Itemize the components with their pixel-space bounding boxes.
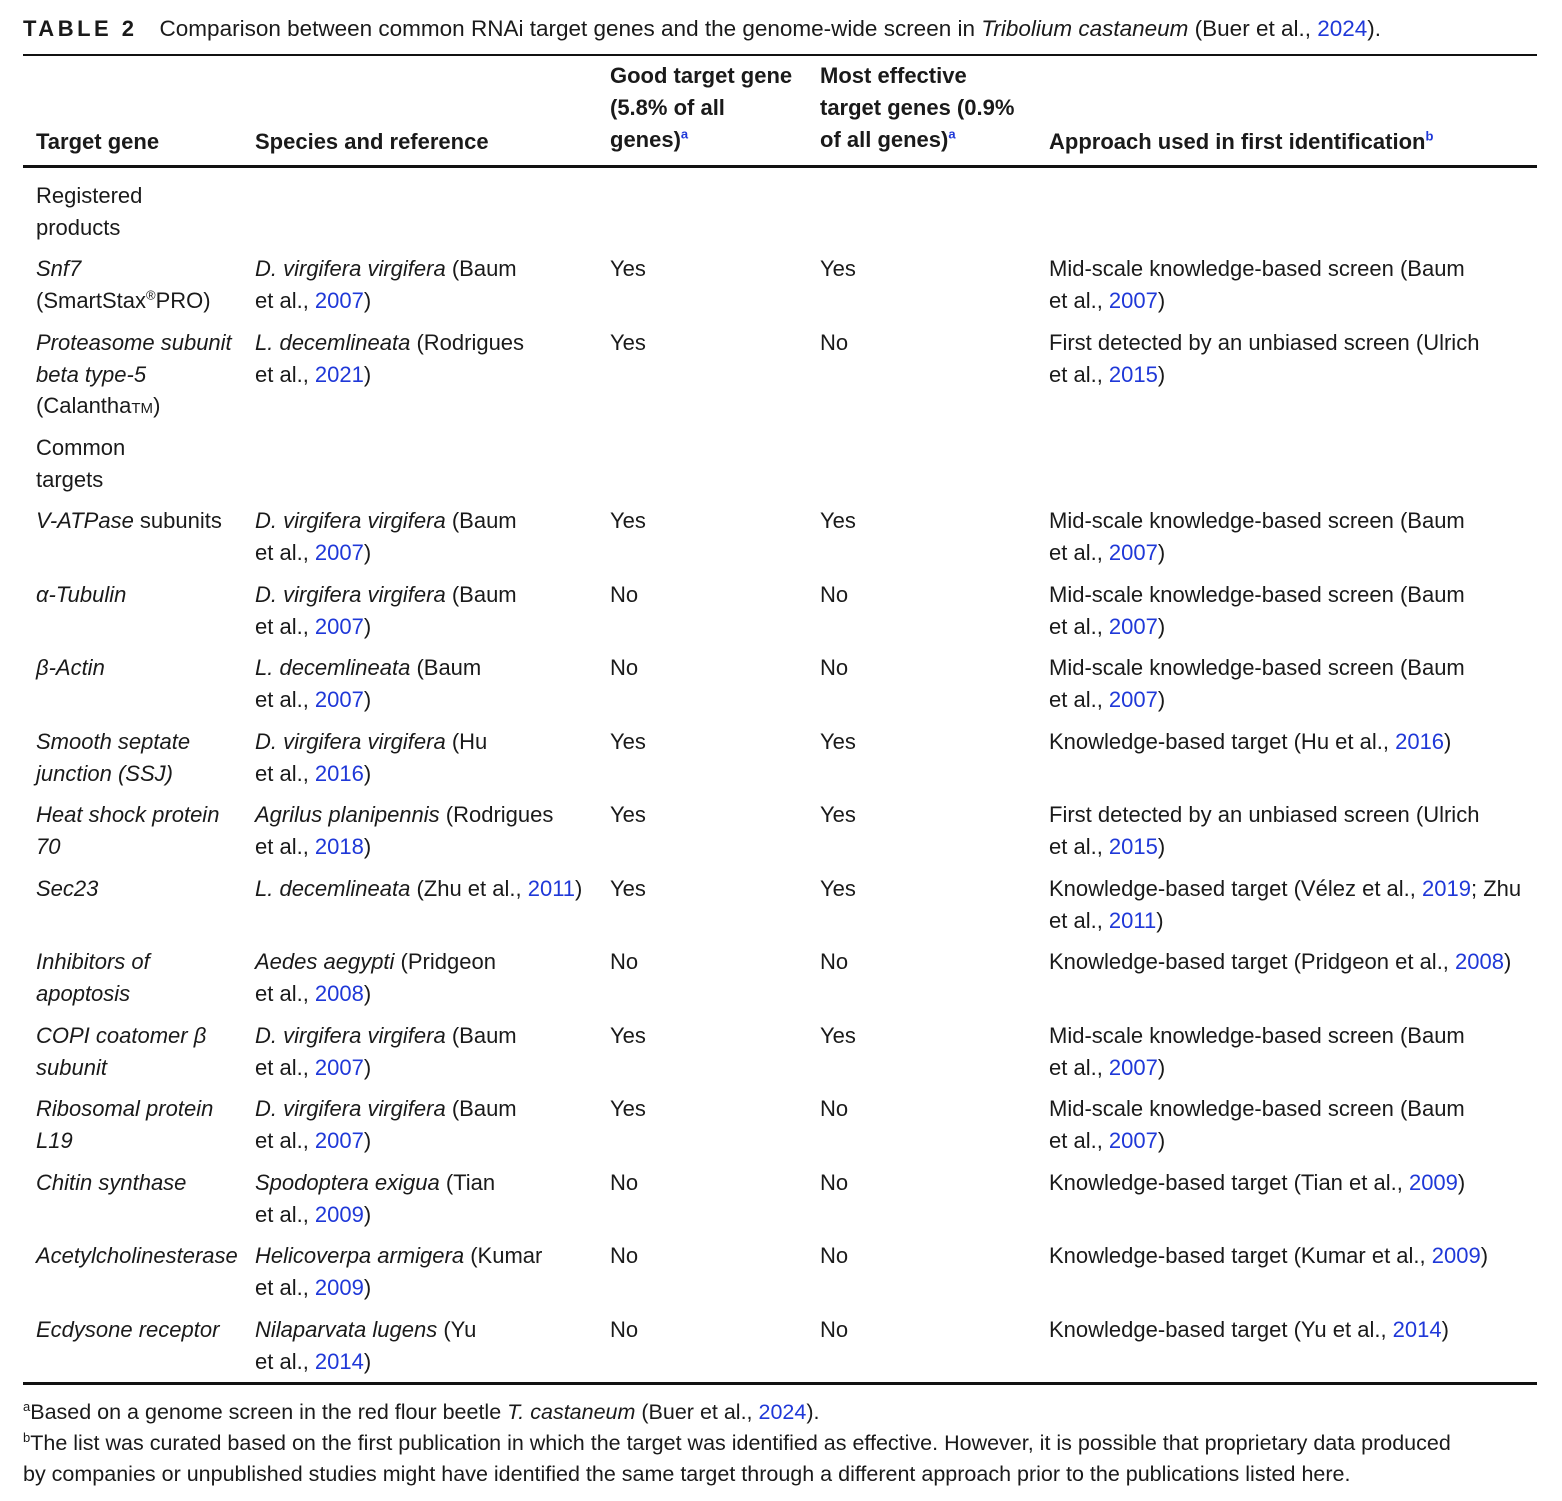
reference-year-link[interactable]: 2014 xyxy=(314,1348,364,1374)
approach-etal: et al., xyxy=(1049,539,1109,565)
approach-text: First detected by an unbiased screen (Ulrich xyxy=(1049,330,1480,355)
most-effective-value: Yes xyxy=(820,729,856,754)
good-target-value: Yes xyxy=(610,1096,646,1121)
approach-year-link[interactable]: 2008 xyxy=(1455,949,1504,974)
header-most-effective-line2: target genes (0.9% xyxy=(820,95,1015,120)
approach-etal: et al., xyxy=(1049,907,1109,933)
approach-etal: et al., xyxy=(1049,361,1109,387)
table-row-species xyxy=(255,253,600,316)
approach-close: ) xyxy=(1480,1243,1489,1268)
approach-etal: et al., xyxy=(1049,686,1109,712)
good-target-value: Yes xyxy=(610,802,646,827)
header-most-effective-line3: of all genes) xyxy=(820,127,949,152)
species-name: L. decemlineata xyxy=(255,330,411,355)
table-row-species xyxy=(255,652,600,715)
approach-text: Knowledge-based target (Yu et al., xyxy=(1049,1317,1393,1342)
approach-text-2: ; Zhu xyxy=(1470,876,1522,901)
approach-etal: et al., xyxy=(1049,613,1109,639)
table-row-gene xyxy=(36,873,246,905)
gene-name-line2: junction (SSJ) xyxy=(36,760,173,786)
reference-author: (Rodrigues xyxy=(410,330,525,355)
footnote-a-link[interactable]: a xyxy=(948,126,956,142)
trademark-mark: TM xyxy=(131,400,154,417)
table-row-species xyxy=(255,1093,600,1156)
approach-year-link[interactable]: 2007 xyxy=(1108,613,1158,639)
caption-text-3: ). xyxy=(1367,16,1382,41)
species-name: Spodoptera exigua xyxy=(255,1170,440,1195)
approach-close: ) xyxy=(1157,686,1166,712)
good-target-value: No xyxy=(610,949,639,974)
gene-name: COPI coatomer β xyxy=(36,1023,207,1048)
reference-year-link[interactable]: 2008 xyxy=(314,980,364,1006)
approach-value xyxy=(1049,1020,1537,1083)
reference-etal: et al., xyxy=(255,1054,315,1080)
approach-close: ) xyxy=(1444,729,1452,754)
reference-author: (Baum xyxy=(445,508,517,533)
species-name: D. virgifera virgifera xyxy=(255,582,446,607)
species-name: L. decemlineata xyxy=(255,876,411,901)
reference-etal: et al., xyxy=(255,361,315,387)
reference-close: ) xyxy=(363,760,372,786)
footnote-b xyxy=(23,1428,1537,1490)
section-heading-line: products xyxy=(36,214,121,240)
most-effective-value: No xyxy=(820,582,849,607)
table-row-gene xyxy=(36,327,246,425)
reference-etal: et al., xyxy=(255,833,315,859)
good-target-value: No xyxy=(610,1243,639,1268)
approach-year-link[interactable]: 2007 xyxy=(1108,1127,1158,1153)
reference-etal: et al., xyxy=(255,980,315,1006)
approach-value xyxy=(1049,946,1537,978)
reference-year-link[interactable]: 2011 xyxy=(527,876,576,901)
caption-text-2: (Buer et al., xyxy=(1188,16,1318,41)
approach-text: Mid-scale knowledge-based screen (Baum xyxy=(1049,1023,1465,1048)
caption-citation-link[interactable]: 2024 xyxy=(1317,16,1368,41)
approach-close: ) xyxy=(1157,287,1166,313)
header-good-target-line1: Good target gene xyxy=(610,63,793,88)
reference-close: ) xyxy=(363,1274,372,1300)
approach-close: ) xyxy=(1156,907,1164,933)
good-target-value: Yes xyxy=(610,256,646,281)
gene-product: (SmartStax xyxy=(36,287,147,313)
gene-name: Proteasome subunit xyxy=(36,330,232,355)
approach-year-link[interactable]: 2011 xyxy=(1108,907,1157,933)
reference-year-link[interactable]: 2007 xyxy=(314,686,364,712)
header-most-effective xyxy=(820,60,1014,156)
reference-author: (Kumar xyxy=(464,1243,543,1268)
approach-etal: et al., xyxy=(1049,1054,1109,1080)
approach-text: Mid-scale knowledge-based screen (Baum xyxy=(1049,508,1465,533)
reference-close: ) xyxy=(363,686,372,712)
registered-mark: ® xyxy=(146,287,156,303)
section-heading-line: Common xyxy=(36,435,126,460)
approach-value xyxy=(1049,1240,1537,1272)
bottom-rule xyxy=(23,1382,1537,1385)
species-name: Agrilus planipennis xyxy=(255,802,440,827)
approach-close: ) xyxy=(1441,1317,1449,1342)
header-approach-text: Approach used in first identification xyxy=(1049,129,1426,154)
species-name: D. virgifera virgifera xyxy=(255,1023,446,1048)
most-effective-value: No xyxy=(820,655,849,680)
approach-close: ) xyxy=(1157,1054,1166,1080)
header-good-target xyxy=(610,60,792,156)
header-good-target-line3: genes) xyxy=(610,127,681,152)
table-row-species xyxy=(255,327,600,390)
reference-close: ) xyxy=(575,876,583,901)
gene-name: Ribosomal protein xyxy=(36,1096,214,1121)
table-row-gene xyxy=(36,946,246,1009)
most-effective-value: Yes xyxy=(820,802,856,827)
caption-text: Comparison between common RNAi target genes and the genome-wide screen in xyxy=(159,16,982,41)
approach-year-link[interactable]: 2007 xyxy=(1108,539,1158,565)
footnote-text-3: ). xyxy=(806,1400,820,1424)
gene-name-line2: apoptosis xyxy=(36,980,131,1006)
reference-author: (Baum xyxy=(445,582,517,607)
most-effective-value: Yes xyxy=(820,508,856,533)
approach-value xyxy=(1049,652,1537,715)
approach-close: ) xyxy=(1157,613,1166,639)
footnote-mark: b xyxy=(23,1429,31,1445)
most-effective-value: Yes xyxy=(820,876,856,901)
most-effective-value: No xyxy=(820,1096,849,1121)
reference-year-link[interactable]: 2007 xyxy=(314,539,364,565)
species-name: D. virgifera virgifera xyxy=(255,508,446,533)
reference-close: ) xyxy=(363,361,372,387)
most-effective-value: No xyxy=(820,1243,849,1268)
approach-text: First detected by an unbiased screen (Ulrich xyxy=(1049,802,1480,827)
approach-value xyxy=(1049,505,1537,568)
approach-etal: et al., xyxy=(1049,833,1109,859)
header-species-reference: Species and reference xyxy=(255,129,489,154)
reference-author: (Pridgeon xyxy=(394,949,496,974)
reference-year-link[interactable]: 2021 xyxy=(314,361,364,387)
reference-author: (Zhu et al., xyxy=(410,876,528,901)
gene-name: α-Tubulin xyxy=(36,582,127,607)
reference-author: (Tian xyxy=(439,1170,496,1195)
most-effective-value: Yes xyxy=(820,256,856,281)
header-rule xyxy=(23,165,1537,168)
gene-product-suffix: PRO) xyxy=(155,287,211,313)
gene-name: Inhibitors of xyxy=(36,949,150,974)
reference-author: (Hu xyxy=(445,729,488,754)
approach-text: Mid-scale knowledge-based screen (Baum xyxy=(1049,655,1465,680)
header-target-gene: Target gene xyxy=(36,129,160,154)
section-heading-line: targets xyxy=(36,466,104,492)
footnote-a-link[interactable]: a xyxy=(680,126,689,142)
approach-value xyxy=(1049,579,1537,642)
approach-value xyxy=(1049,726,1537,758)
approach-year-link[interactable]: 2015 xyxy=(1108,833,1158,859)
approach-year-link[interactable]: 2019 xyxy=(1422,876,1471,901)
reference-year-link[interactable]: 2007 xyxy=(314,1054,364,1080)
gene-name-suffix: subunits xyxy=(133,508,222,533)
species-name: Helicoverpa armigera xyxy=(255,1243,465,1268)
approach-year-link[interactable]: 2007 xyxy=(1108,686,1158,712)
species-name: Nilaparvata lugens xyxy=(255,1317,438,1342)
section-heading-common xyxy=(36,432,246,495)
reference-author: (Baum xyxy=(410,655,482,680)
reference-author: (Baum xyxy=(445,1096,517,1121)
approach-value xyxy=(1049,1314,1537,1346)
gene-name: V-ATPase xyxy=(36,508,134,533)
approach-year-link[interactable]: 2016 xyxy=(1395,729,1445,754)
gene-name: Sec23 xyxy=(36,876,99,901)
reference-author: (Baum xyxy=(445,1023,517,1048)
reference-year-link[interactable]: 2007 xyxy=(314,287,364,313)
table-row-gene xyxy=(36,1093,246,1156)
good-target-value: Yes xyxy=(610,330,646,355)
reference-year-link[interactable]: 2009 xyxy=(314,1201,364,1227)
approach-value xyxy=(1049,253,1537,316)
table-row-gene xyxy=(36,1314,246,1346)
most-effective-value: No xyxy=(820,1317,849,1342)
gene-product: (Calantha xyxy=(36,393,132,418)
most-effective-value: No xyxy=(820,330,849,355)
gene-name: β-Actin xyxy=(36,655,105,680)
species-name: D. virgifera virgifera xyxy=(255,256,446,281)
reference-author: (Baum xyxy=(445,256,517,281)
table-row-gene xyxy=(36,799,246,862)
gene-name: Acetylcholinesterase xyxy=(36,1243,238,1268)
table-caption xyxy=(23,12,1543,48)
approach-text: Mid-scale knowledge-based screen (Baum xyxy=(1049,256,1465,281)
good-target-value: No xyxy=(610,582,639,607)
header-good-target-line2: (5.8% of all xyxy=(610,95,725,120)
approach-year-link[interactable]: 2009 xyxy=(1431,1243,1481,1268)
approach-etal: et al., xyxy=(1049,1127,1109,1153)
table-row-gene xyxy=(36,1240,246,1272)
footnote-a xyxy=(23,1397,1537,1428)
header-most-effective-line1: Most effective xyxy=(820,63,967,88)
approach-close: ) xyxy=(1457,1170,1466,1195)
table-row-gene xyxy=(36,505,246,537)
footnote-species: T. castaneum xyxy=(507,1400,636,1424)
approach-year-link[interactable]: 2009 xyxy=(1408,1170,1458,1195)
approach-value xyxy=(1049,1167,1537,1199)
table-row-species xyxy=(255,946,600,1009)
reference-year-link[interactable]: 2009 xyxy=(314,1274,364,1300)
table-row-species xyxy=(255,873,600,905)
approach-text: Knowledge-based target (Vélez et al., xyxy=(1049,876,1423,901)
approach-close: ) xyxy=(1504,949,1512,974)
approach-etal: et al., xyxy=(1049,287,1109,313)
reference-year-link[interactable]: 2016 xyxy=(314,760,364,786)
table-row-gene xyxy=(36,1167,246,1199)
good-target-value: No xyxy=(610,1317,639,1342)
reference-close: ) xyxy=(363,980,372,1006)
gene-name: Chitin synthase xyxy=(36,1170,187,1195)
reference-etal: et al., xyxy=(255,1274,315,1300)
table-row-species xyxy=(255,579,600,642)
reference-etal: et al., xyxy=(255,613,315,639)
reference-etal: et al., xyxy=(255,539,315,565)
table-row-species xyxy=(255,1240,600,1303)
gene-name: Heat shock protein xyxy=(36,802,220,827)
approach-year-link[interactable]: 2007 xyxy=(1108,1054,1158,1080)
table-row-gene xyxy=(36,579,246,611)
section-heading-registered xyxy=(36,180,246,243)
table-row-species xyxy=(255,1314,600,1377)
table-row-species xyxy=(255,505,600,568)
gene-name: Smooth septate xyxy=(36,729,191,754)
approach-text: Knowledge-based target (Hu et al., xyxy=(1049,729,1396,754)
approach-text: Knowledge-based target (Pridgeon et al., xyxy=(1049,949,1456,974)
approach-close: ) xyxy=(1157,1127,1166,1153)
good-target-value: Yes xyxy=(610,729,646,754)
gene-name-line2: beta type-5 xyxy=(36,361,147,387)
good-target-value: Yes xyxy=(610,508,646,533)
reference-etal: et al., xyxy=(255,287,315,313)
table-row-species xyxy=(255,799,600,862)
reference-close: ) xyxy=(363,1201,372,1227)
caption-species: Tribolium castaneum xyxy=(981,16,1189,41)
approach-close: ) xyxy=(1157,833,1166,859)
approach-value xyxy=(1049,799,1537,862)
approach-close: ) xyxy=(1157,539,1166,565)
reference-close: ) xyxy=(363,1127,372,1153)
footnote-mark: a xyxy=(23,1398,31,1414)
reference-close: ) xyxy=(363,1348,372,1374)
footnote-text: Based on a genome screen in the red flour beetle xyxy=(30,1400,508,1424)
table-row-gene xyxy=(36,253,246,316)
good-target-value: Yes xyxy=(610,1023,646,1048)
gene-name-line2: L19 xyxy=(36,1127,73,1153)
approach-close: ) xyxy=(1157,361,1166,387)
table-label: TABLE 2 xyxy=(23,16,138,41)
approach-text: Knowledge-based target (Kumar et al., xyxy=(1049,1243,1432,1268)
approach-value xyxy=(1049,1093,1537,1156)
reference-author: (Yu xyxy=(437,1317,477,1342)
table-row-species xyxy=(255,726,600,789)
reference-etal: et al., xyxy=(255,1127,315,1153)
table-row-species xyxy=(255,1167,600,1230)
gene-product-suffix: ) xyxy=(153,393,161,418)
good-target-value: Yes xyxy=(610,876,646,901)
reference-close: ) xyxy=(363,287,372,313)
gene-name-line2: subunit xyxy=(36,1054,107,1080)
reference-close: ) xyxy=(363,1054,372,1080)
most-effective-value: No xyxy=(820,1170,849,1195)
approach-year-link[interactable]: 2015 xyxy=(1108,361,1158,387)
most-effective-value: Yes xyxy=(820,1023,856,1048)
top-rule xyxy=(23,54,1537,56)
good-target-value: No xyxy=(610,655,639,680)
species-name: D. virgifera virgifera xyxy=(255,729,446,754)
most-effective-value: No xyxy=(820,949,849,974)
footnote-text-line2: by companies or unpublished studies might have identified the same target through a different approach prior to the publications listed here. xyxy=(23,1462,1351,1486)
approach-value xyxy=(1049,873,1537,936)
approach-text: Mid-scale knowledge-based screen (Baum xyxy=(1049,582,1465,607)
footnote-year-link[interactable]: 2024 xyxy=(758,1400,807,1424)
reference-etal: et al., xyxy=(255,1201,315,1227)
reference-year-link[interactable]: 2007 xyxy=(314,613,364,639)
gene-name-line2: 70 xyxy=(36,833,61,859)
reference-close: ) xyxy=(363,539,372,565)
reference-etal: et al., xyxy=(255,760,315,786)
section-heading-line: Registered xyxy=(36,183,143,208)
gene-name: Snf7 xyxy=(36,256,82,281)
species-name: L. decemlineata xyxy=(255,655,411,680)
good-target-value: No xyxy=(610,1170,639,1195)
header-approach xyxy=(1049,126,1433,158)
table-row-species xyxy=(255,1020,600,1083)
gene-name: Ecdysone receptor xyxy=(36,1317,220,1342)
reference-etal: et al., xyxy=(255,1348,315,1374)
reference-year-link[interactable]: 2018 xyxy=(314,833,364,859)
footnote-b-link[interactable]: b xyxy=(1425,128,1434,144)
approach-text: Mid-scale knowledge-based screen (Baum xyxy=(1049,1096,1465,1121)
footnote-text: The list was curated based on the first publication in which the target was identified as effective. However, it is possible that proprietary data produced xyxy=(30,1431,1451,1455)
species-name: D. virgifera virgifera xyxy=(255,1096,446,1121)
reference-close: ) xyxy=(363,833,372,859)
reference-year-link[interactable]: 2007 xyxy=(314,1127,364,1153)
table-row-gene xyxy=(36,726,246,789)
approach-year-link[interactable]: 2014 xyxy=(1392,1317,1442,1342)
table-row-gene xyxy=(36,1020,246,1083)
approach-text: Knowledge-based target (Tian et al., xyxy=(1049,1170,1409,1195)
reference-author: (Rodrigues xyxy=(439,802,554,827)
approach-value xyxy=(1049,327,1537,390)
reference-close: ) xyxy=(363,613,372,639)
approach-year-link[interactable]: 2007 xyxy=(1108,287,1158,313)
reference-etal: et al., xyxy=(255,686,315,712)
species-name: Aedes aegypti xyxy=(255,949,395,974)
table-row-gene xyxy=(36,652,246,684)
footnote-text-2: (Buer et al., xyxy=(635,1400,759,1424)
